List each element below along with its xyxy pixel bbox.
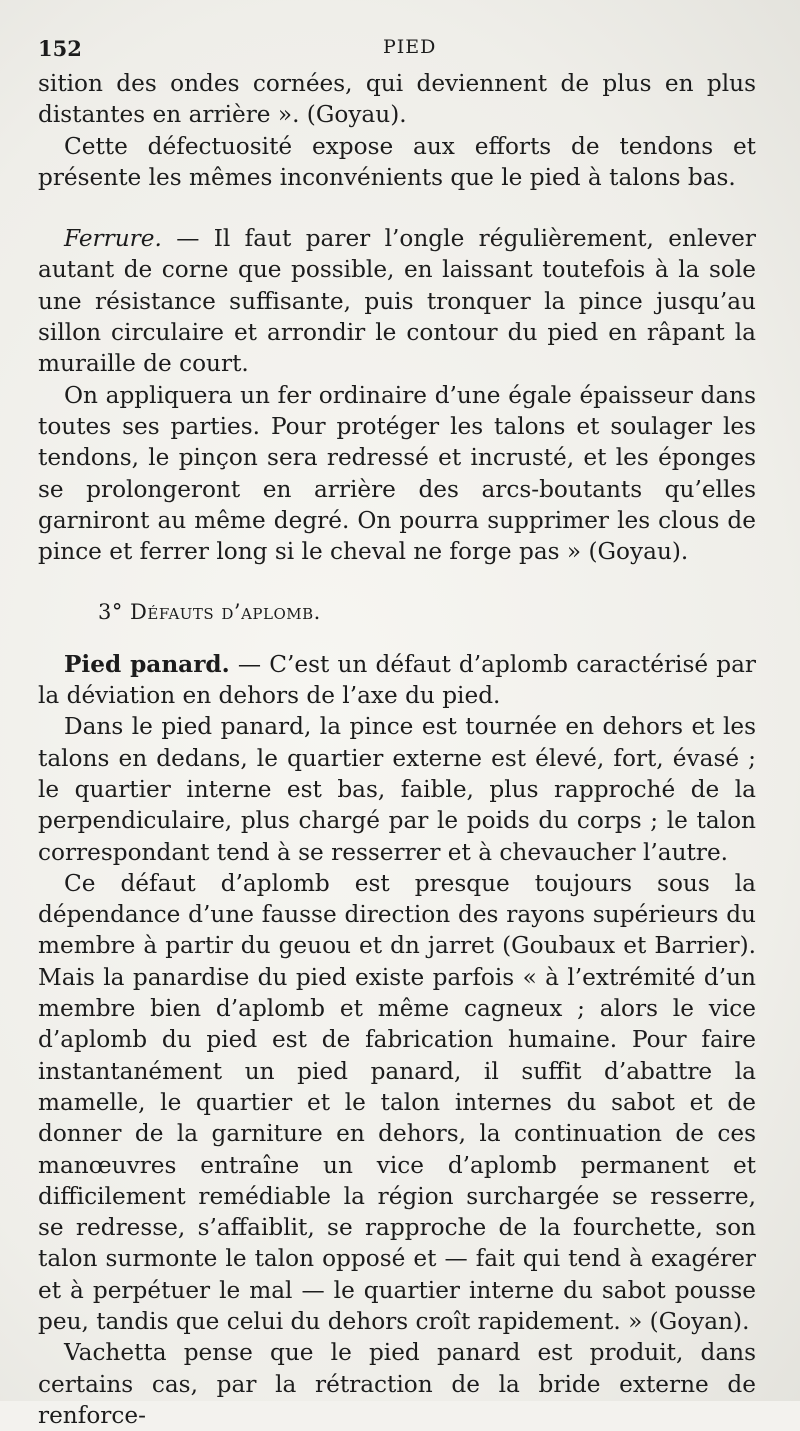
paragraph-cause: Ce défaut d’aplomb est presque toujours sous la dépendance d’une fausse direction des rayons supérieurs du membre à partir du geuou et dn jarret (Goubaux et Barrier). Mais la panardise du pied existe parfois « à l’extrémité d’un membre bien d’aplomb et même cagneux ; alors le vice d’aplomb du pied est de fabrication humaine. Pour faire instantanément un pied panard, il suffit d’abattre la mamelle, le quartier et le talon internes du sabot et de donner de la garniture en dehors, la continuation de ces manœuvres entraîne un vice d’aplomb permanent et difficilement remédiable la région surchargée se resserre, se redresse, s’affaiblit, se rapproche de la fourchette, son talon surmonte le talon opposé et — fait qui tend à exagérer et à perpétuer le mal — le quartier interne du sabot pousse peu, tandis que celui du dehors croît rapidement. » (Goyan). [38,869,756,1335]
pied-panard-lead: Pied panard. [64,650,230,678]
page-body [38,68,756,1431]
spacer [38,567,756,597]
paragraph-description: Dans le pied panard, la pince est tournée en dehors et les talons en dedans, le quartier externe est élevé, fort, évasé ; le quartier interne est bas, faible, plus rapproché de la perpendiculaire, plus chargé par le poids du corps ; le talon correspondant tend à se resserrer et à chevaucher l’autre. [38,713,756,866]
paragraph-continuation: sition des ondes cornées, qui deviennent de plus en plus distantes en arrière ». (Goyau). [38,70,756,129]
spacer [38,193,756,223]
page-header [38,36,770,66]
ferrure-lead: Ferrure. [64,225,162,253]
spacer [38,629,756,649]
paragraph-ferrure [38,223,756,379]
section-heading [38,597,756,628]
paragraph-fer-ordinaire: On appliquera un fer ordinaire d’une égale épaisseur dans toutes ses parties. Pour protéger les talons et soulager les tendons, le pinçon sera redressé et incrusté, et les éponges se prolongeront en arrière des arcs-boutants qu’elles garniront au même degré. On pourra supprimer les clous de pince et ferrer long si le cheval ne forge pas » (Goyau). [38,381,756,566]
ferrure-text: — Il faut parer l’ongle régulièrement, enlever autant de corne que possible, en laissant toutefois à la sole une résistance suffisante, puis tronquer la pince jusqu’au sillon circulaire et arrondir le contour du pied en râpant la muraille de court. [38,225,756,378]
paragraph-pied-panard [38,649,756,712]
section-number: 3° [98,600,131,625]
pied-panard-text: — C’est un défaut d’aplomb caractérisé par la déviation en dehors de l’axe du pied. [38,650,756,710]
paragraph-vachetta: Vachetta pense que le pied panard est produit, dans certains cas, par la rétraction de la bride externe de renforce- [38,1339,756,1429]
page-number: 152 [38,36,82,61]
paragraph-defectuosite: Cette défectuosité expose aux efforts de tendons et présente les mêmes inconvénients que le pied à talons bas. [38,132,756,191]
running-head: PIED [383,36,437,58]
section-title: Défauts d’aplomb. [130,600,321,625]
